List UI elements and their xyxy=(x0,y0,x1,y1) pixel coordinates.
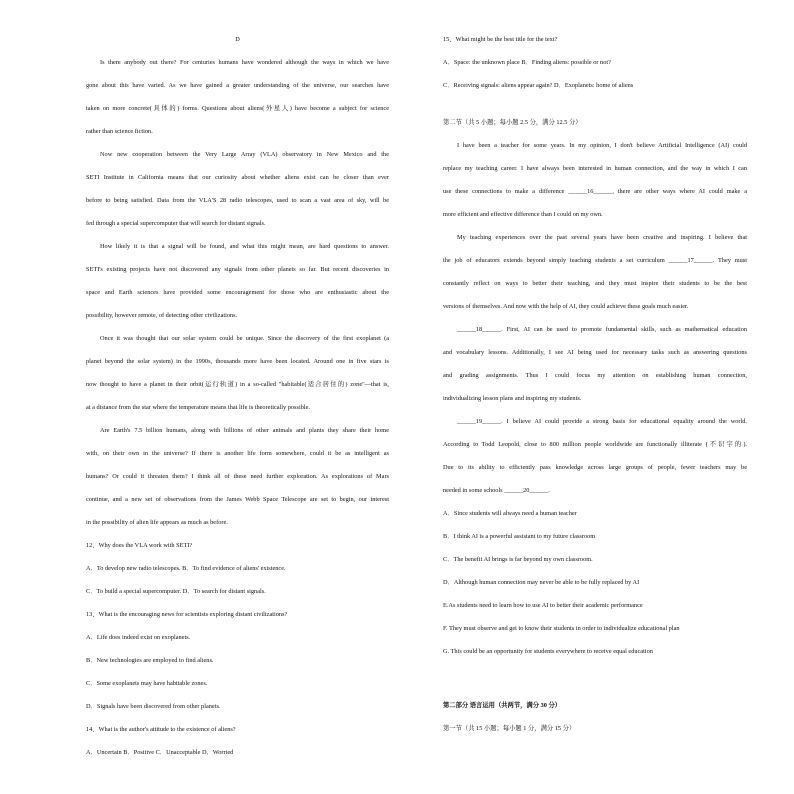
gap-passage-line: more efficient and effective difference than I could on my own. xyxy=(443,211,603,218)
passage-line: How likely it is that a signal will be found, and what this might mean, are hard questions to answer. xyxy=(100,243,389,250)
question-15-options-ab: A．Space: the unknown place B．Finding aliens: possible or not? xyxy=(443,59,611,66)
passage-line: planet beyond the solar system) in the 1990s, thousands more have been located. Around one in five stars is xyxy=(86,358,389,365)
passage-line: space and Earth sciences have provided some encouragement for those who are enthusiastic about the xyxy=(86,289,389,296)
question-13: 13、What is the encouraging news for scientists exploring distant civilizations? xyxy=(86,611,288,618)
question-12-options-ab: A．To develop new radio telescopes. B．To find evidence of aliens' existence. xyxy=(86,565,286,572)
passage-line: possibility, however remote, of detecting other civilizations. xyxy=(86,312,238,319)
passage-line: gone about this have varied. As we have gained a greater understanding of the universe, our searches have xyxy=(86,82,389,89)
passage-line: in the possibility of alien life appears as much as before. xyxy=(86,519,228,526)
option-a: A．Since students will always need a human teacher xyxy=(443,510,577,517)
passage-line: Are Earth's 7.5 billion humans, along with billions of other animals and plants they share their home xyxy=(100,427,389,434)
part-2-section-1-title: 第一节（共 15 小题；每小题 1 分，满分 15 分） xyxy=(443,725,576,732)
section-2-title: 第二节（共 5 小题；每小题 2.5 分，满分 12.5 分） xyxy=(443,119,582,126)
option-e: E.As students need to learn how to use AI to better their academic performance xyxy=(443,602,643,609)
question-15-options-cd: C．Receiving signals: aliens appear again? D．Exoplanets: home of aliens xyxy=(443,82,634,89)
gap-passage-line: and grading assignments. Thus I could focus my attention on establishing human connection, xyxy=(443,372,747,379)
question-12: 12、Why does the VLA work with SETI? xyxy=(86,542,193,549)
option-f: F. They must observe and get to know their students in order to individualize educational plan xyxy=(443,625,680,632)
question-15: 15、What might be the best title for the text? xyxy=(443,36,558,43)
gap-passage-line: According to Todd Leopold, close to 800 million people worldwide are functionally illiterate (不识字的). xyxy=(443,441,747,448)
passage-line: SETI Institute in California means that our curiosity about whether aliens exist can be closer than ever xyxy=(86,174,389,181)
part-2-title: 第二部分 语言运用（共两节，满分 30 分） xyxy=(443,702,562,709)
passage-line: taken on more concrete(具体的) forms. Questions about aliens(外星人) have become a subject for science xyxy=(86,105,389,112)
gap-passage-line: needed in some schools ______20______. xyxy=(443,487,550,494)
question-13-option-b: B．New technologies are employed to find aliens. xyxy=(86,657,214,664)
passage-line: Now new cooperation between the Very Large Array (VLA) observatory in New Mexico and the xyxy=(100,151,389,158)
option-g: G. This could be an opportunity for students everywhere to receive equal education xyxy=(443,648,653,655)
question-13-option-a: A．Life does indeed exist on exoplanets. xyxy=(86,634,191,641)
gap-passage-line: use these connections to make a difference ______16______, there are other ways where AI could make a xyxy=(443,188,747,195)
gap-passage-line: versions of themselves. And now with the help of AI, they could achieve these goals much easier. xyxy=(443,303,689,310)
passage-line: Once it was thought that our solar system could be unique. Since the discovery of the first exoplanet (a xyxy=(100,335,389,342)
passage-line: with, on their own in the universe? If there is another life form somewhere, could it be as intelligent as xyxy=(86,450,389,457)
option-c: C．The benefit AI brings is far beyond my own classroom. xyxy=(443,556,593,563)
question-14: 14、What is the author's attitude to the existence of aliens? xyxy=(86,726,236,733)
question-13-option-c: C．Some exoplanets may have habitable zones. xyxy=(86,680,208,687)
passage-line: before to being satisfied. Data from the VLA'S 28 radio telescopes, used to scan a vast area of sky, will be xyxy=(86,197,389,204)
gap-passage-line: Due to its ability to efficiently pass knowledge across large groups of people, fewer teachers may be xyxy=(443,464,747,471)
gap-passage-line: I have been a teacher for some years. In my opinion, I don't believe Artificial Intelligence (AI) could xyxy=(457,142,747,149)
gap-passage-line: and vocabulary lessons. Additionally, I see AI being used for necessary tasks such as answering questions xyxy=(443,349,747,356)
question-13-option-d: D．Signals have been discovered from other planets. xyxy=(86,703,221,710)
passage-line: SETI's existing projects have not discovered any signals from other planets so far. But recent discoveries in xyxy=(86,266,389,273)
passage-line: humans? Or could it threaten them? I think all of these need further exploration. As explorations of Mars xyxy=(86,473,389,480)
spacer xyxy=(443,103,747,117)
passage-line: now thought to have a planet in their orbit(运行轨道) in a so-called "habitable(适合居住的) zone"—that is, xyxy=(86,381,389,388)
gap-passage-line: My teaching experiences over the past several years have been creative and inspiring. I believe that xyxy=(457,234,747,241)
gap-passage-line: replace my teaching career. I have always been interested in human connection, and the way in which I can xyxy=(443,165,747,172)
spacer xyxy=(443,669,747,700)
gap-passage-line: individualizing lesson plans and inspiring my students. xyxy=(443,395,582,402)
passage-line: rather than science fiction. xyxy=(86,128,153,135)
passage-line: fed through a special supercomputer that will search for distant signals. xyxy=(86,220,266,227)
right-column xyxy=(443,34,747,746)
gap-passage-line: the job of educators extends beyond simply teaching students a set curriculum ______17______. They must xyxy=(443,257,747,264)
gap-passage-line: ______19______. I believe AI could provide a strong basis for educational equality around the world. xyxy=(457,418,747,425)
passage-label: D xyxy=(235,36,240,43)
passage-line: Is there anybody out there? For centuries humans have wondered although the ways in which we have xyxy=(100,59,389,66)
gap-passage-line: constantly reflect on ways to better their teaching, and they must inspire their students to be the best xyxy=(443,280,747,287)
question-14-options: A．Uncertain B．Positive C．Unacceptable D．Worried xyxy=(86,749,234,756)
option-b: B．I think AI is a powerful assistant to my future classroom xyxy=(443,533,596,540)
left-column xyxy=(86,34,389,770)
option-d: D．Although human connection may never be able to be fully replaced by AI xyxy=(443,579,640,586)
passage-line: at a distance from the star where the temperature means that life is theoretically possible. xyxy=(86,404,310,411)
gap-passage-line: ______18______. First, AI can be used to promote fundamental skills, such as mathematical education xyxy=(457,326,747,333)
question-12-options-cd: C．To build a special supercomputer. D．To search for distant signals. xyxy=(86,588,266,595)
passage-line: continue, and a new set of observations from the James Webb Space Telescope are set to begin, our interest xyxy=(86,496,389,503)
